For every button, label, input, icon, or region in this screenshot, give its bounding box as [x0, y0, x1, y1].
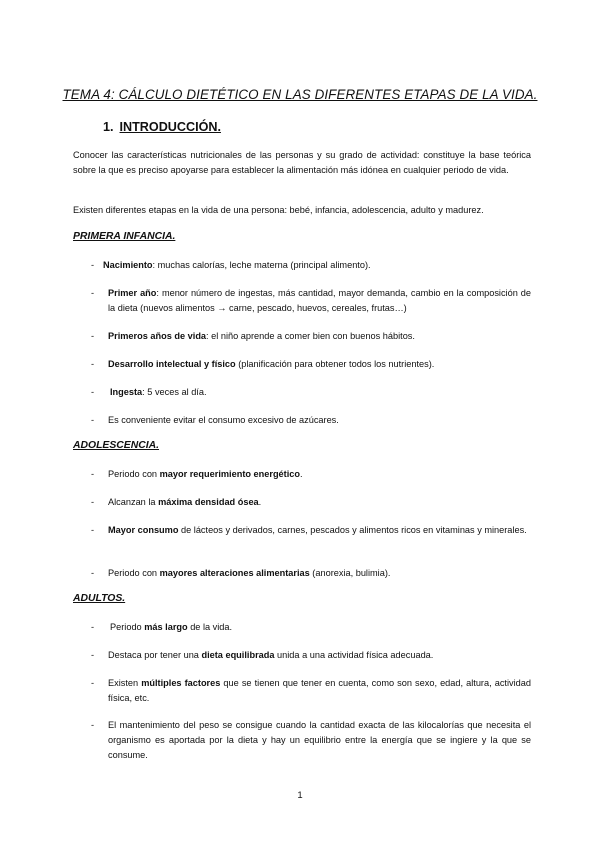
list-item: - Alcanzan la máxima densidad ósea.	[91, 495, 531, 510]
section-number: 1.	[103, 120, 114, 134]
page-number: 1	[297, 790, 303, 801]
bullet-dash: -	[91, 331, 95, 341]
bullet-dash: -	[91, 387, 95, 397]
list-item	[91, 286, 531, 316]
item-bold: múltiples factores	[141, 678, 221, 688]
subheading-adolescencia: ADOLESCENCIA.	[73, 440, 160, 451]
bullet-dash: -	[91, 469, 95, 479]
bullet-dash: -	[91, 720, 95, 730]
item-text: : 5 veces al día.	[142, 387, 207, 397]
item-bold: Primer año	[108, 288, 157, 298]
item-bold: más largo	[144, 622, 188, 632]
section-heading-text: INTRODUCCIÓN.	[119, 120, 221, 134]
bullet-dash: -	[91, 497, 95, 507]
list-item	[91, 718, 531, 763]
bullet-dash: -	[91, 288, 95, 298]
list-item	[91, 385, 531, 400]
intro-paragraph-2: Existen diferentes etapas en la vida de una persona: bebé, infancia, adolescencia, adulto y madurez.	[73, 205, 484, 215]
item-bold: Ingesta	[110, 387, 143, 397]
item-text: (planificación para obtener todos los nutrientes).	[235, 359, 435, 369]
document-title: TEMA 4: CÁLCULO DIETÉTICO EN LAS DIFERENTES ETAPAS DE LA VIDA.	[62, 87, 538, 102]
item-bold: Primeros años de vida	[108, 331, 207, 341]
item-text: : menor número de ingestas, más cantidad, mayor demanda, cambio en la composición de la dieta (nuevos alimentos → carne, pescado, huevos, cereales, frutas…)	[108, 288, 532, 313]
item-bold: mayor requerimiento energético	[159, 469, 300, 479]
subheading-primera-infancia: PRIMERA INFANCIA.	[73, 231, 176, 242]
list-item: - Mayor consumo de lácteos y derivados, carnes, pescados y alimentos ricos en vitaminas y minerales.	[91, 523, 531, 538]
item-text: : muchas calorías, leche materna (principal alimento).	[152, 260, 371, 270]
bullet-dash: -	[91, 525, 95, 535]
section-heading-introduccion	[103, 120, 221, 134]
bullet-dash: -	[91, 650, 95, 660]
item-bold: Desarrollo intelectual y físico	[108, 359, 236, 369]
item-bold: máxima densidad ósea	[158, 497, 259, 507]
bullet-dash: -	[91, 622, 95, 632]
list-item	[91, 413, 531, 428]
item-text: El mantenimiento del peso se consigue cuando la cantidad exacta de las kilocalorías que necesita el organismo es aportada por la dieta y hay un equilibrio entre la energía que se ingiere y la que se consume.	[108, 720, 531, 760]
list-item	[91, 258, 531, 273]
intro-paragraph-1: Conocer las características nutricionales de las personas y su grado de actividad: constituye la base teórica sobre la que es preciso apoyarse para establecer la alimentación más idónea en cualquier periodo de vida.	[73, 150, 531, 175]
bullet-dash: -	[91, 260, 95, 270]
list-item: - Periodo con mayores alteraciones alimentarias (anorexia, bulimia).	[91, 566, 531, 581]
item-bold: mayores alteraciones alimentarias	[159, 568, 310, 578]
item-bold: Nacimiento	[103, 260, 153, 270]
list-item: - Periodo más largo de la vida.	[91, 620, 531, 635]
item-text: Es conveniente evitar el consumo excesivo de azúcares.	[108, 415, 339, 425]
bullet-dash: -	[91, 568, 95, 578]
bullet-dash: -	[91, 415, 95, 425]
list-item: - Destaca por tener una dieta equilibrada unida a una actividad física adecuada.	[91, 648, 531, 663]
item-text: : el niño aprende a comer bien con buenos hábitos.	[206, 331, 415, 341]
list-item	[91, 329, 531, 344]
bullet-dash: -	[91, 678, 95, 688]
item-bold: dieta equilibrada	[201, 650, 275, 660]
subheading-adultos: ADULTOS.	[73, 593, 126, 604]
bullet-dash: -	[91, 359, 95, 369]
list-item	[91, 357, 531, 372]
list-item: - Existen múltiples factores que se tienen que tener en cuenta, como son sexo, edad, altura, actividad física, etc.	[91, 676, 531, 706]
item-bold: Mayor consumo	[108, 525, 179, 535]
list-item: - Periodo con mayor requerimiento energético.	[91, 467, 531, 482]
